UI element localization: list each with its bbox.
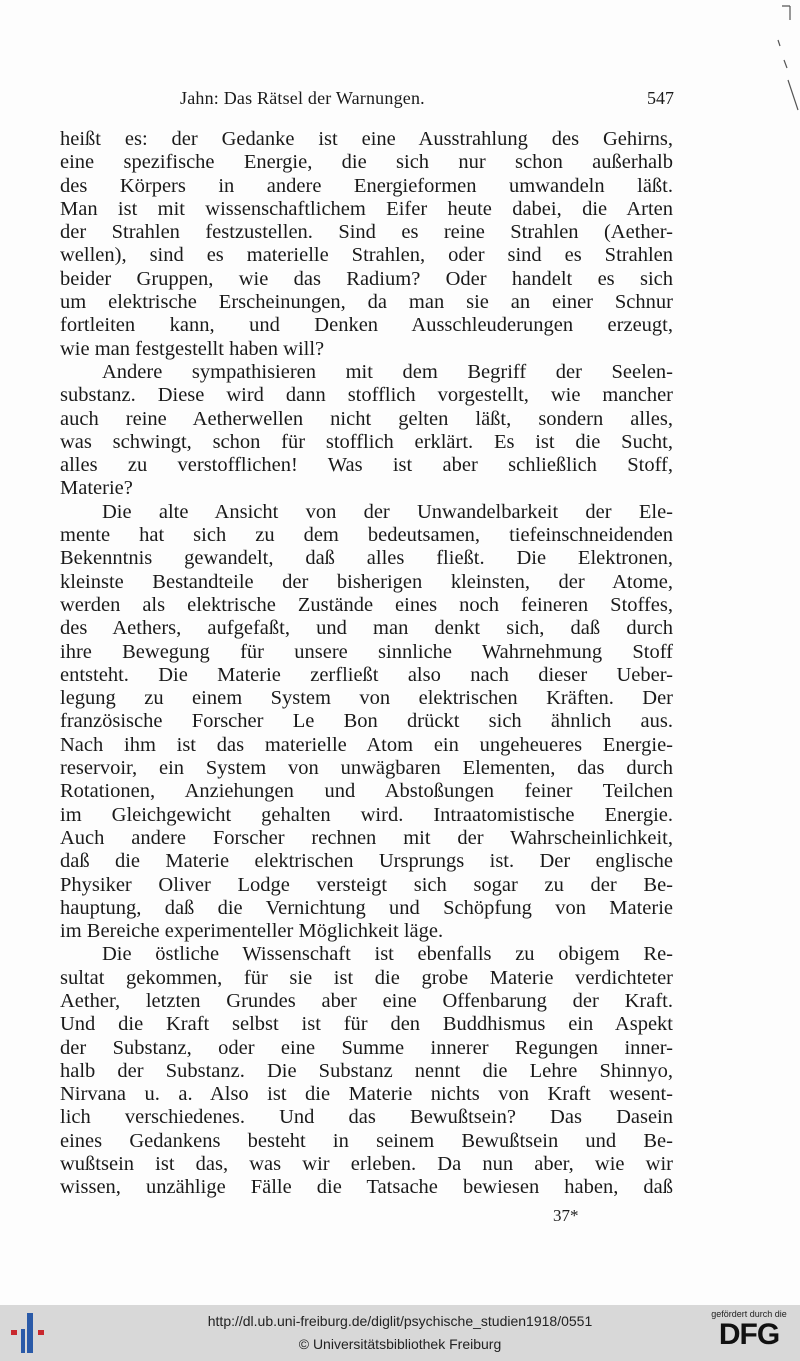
text-line: substanz. Diese wird dann stofflich vorgestellt, wie mancher <box>60 384 673 407</box>
text-line: halb der Substanz. Die Substanz nennt die Lehre Shinnyo, <box>60 1059 673 1082</box>
text-line: Materie? <box>60 477 133 500</box>
text-line: der Strahlen festzustellen. Sind es reine Strahlen (Aether- <box>60 221 673 244</box>
text-line: ihre Bewegung für unsere sinnliche Wahrnehmung Stoff <box>60 640 673 663</box>
text-line: Bekenntnis gewandelt, daß alles fließt. Die Elektronen, <box>60 547 673 570</box>
text-line: Man ist mit wissenschaftlichem Eifer heute dabei, die Arten <box>60 197 673 220</box>
text-line: Auch andere Forscher rechnen mit der Wahrscheinlichkeit, <box>60 826 673 849</box>
text-line: kleinste Bestandteile der bisherigen kleinsten, der Atome, <box>60 570 673 593</box>
text-line: der Substanz, oder eine Summe innerer Regungen inner- <box>60 1036 673 1059</box>
text-line: Nach ihm ist das materielle Atom ein ungeheueres Energie- <box>60 733 673 756</box>
text-line: beider Gruppen, wie das Radium? Oder handelt es sich <box>60 267 673 290</box>
text-line: Und die Kraft selbst ist für den Buddhismus ein Aspekt <box>60 1013 673 1036</box>
text-line: im Bereiche experimenteller Möglichkeit läge. <box>60 920 444 943</box>
dfg-logo <box>706 1309 792 1357</box>
text-line: reservoir, ein System von unwägbaren Elementen, das durch <box>60 757 673 780</box>
dfg-caption: gefördert durch die <box>711 1309 787 1319</box>
text-line: Physiker Oliver Lodge versteigt sich sogar zu der Be- <box>60 873 673 896</box>
dfg-logo-text: DFG <box>718 1318 780 1351</box>
text-line: fortleiten kann, und Denken Ausschleuderungen erzeugt, <box>60 314 673 337</box>
text-line: im Gleichgewicht gehalten wird. Intraatomistische Energie. <box>60 803 673 826</box>
text-line: wissen, unzählige Fälle die Tatsache bewiesen haben, daß <box>60 1176 673 1199</box>
text-line: daß die Materie elektrischen Ursprungs ist. Der englische <box>60 850 673 873</box>
text-line: entsteht. Die Materie zerfließt also nach dieser Ueber- <box>60 663 673 686</box>
text-line: hauptung, daß die Vernichtung und Schöpfung von Materie <box>60 896 673 919</box>
signature-mark: 37* <box>553 1206 579 1225</box>
text-line: heißt es: der Gedanke ist eine Ausstrahlung des Gehirns, <box>60 128 673 150</box>
text-line: was schwingt, schon für stofflich erklärt. Es ist die Sucht, <box>60 430 673 453</box>
text-line: Die alte Ansicht von der Unwandelbarkeit der Ele- <box>102 500 673 523</box>
text-line: wellen), sind es materielle Strahlen, oder sind es Strahlen <box>60 244 673 267</box>
text-line: Rotationen, Anziehungen und Abstoßungen feiner Teilchen <box>60 780 673 803</box>
text-line: Andere sympathisieren mit dem Begriff der Seelen- <box>102 360 673 383</box>
page-number: 547 <box>647 88 674 108</box>
footer-bar <box>0 1305 800 1361</box>
text-line: werden als elektrische Zustände eines noch feineren Stoffes, <box>60 593 673 616</box>
text-line: Nirvana u. a. Also ist die Materie nichts von Kraft wesent- <box>60 1083 673 1106</box>
scan-edge-marks <box>760 0 800 150</box>
body-text <box>60 128 673 1200</box>
text-line: eine spezifische Energie, die sich nur schon außerhalb <box>60 151 673 174</box>
text-line: wie man festgestellt haben will? <box>60 337 325 360</box>
copyright-notice: © Universitätsbibliothek Freiburg <box>298 1336 502 1352</box>
text-line: mente hat sich zu dem bedeutsamen, tiefeinschneidenden <box>60 524 673 547</box>
text-line: Die östliche Wissenschaft ist ebenfalls zu obigem Re- <box>102 943 673 966</box>
text-line: wußtsein ist das, was wir erleben. Da nun aber, wie wir <box>60 1153 673 1176</box>
text-line: um elektrische Erscheinungen, da man sie an einer Schnur <box>60 291 673 314</box>
text-line: des Körpers in andere Energieformen umwandeln läßt. <box>60 174 673 197</box>
text-line: sultat gekommen, für sie ist die grobe Materie verdichteter <box>60 966 673 989</box>
running-head-title: Jahn: Das Rätsel der Warnungen. <box>180 88 425 108</box>
running-head <box>60 88 674 112</box>
text-line: legung zu einem System von elektrischen Kräften. Der <box>60 687 673 710</box>
text-line: auch reine Aetherwellen nicht gelten läßt, sondern alles, <box>60 407 673 430</box>
text-line: des Aethers, aufgefaßt, und man denkt sich, daß durch <box>60 617 673 640</box>
text-line: alles zu verstofflichen! Was ist aber schließlich Stoff, <box>60 454 673 477</box>
text-line: lich verschiedenes. Und das Bewußtsein? Das Dasein <box>60 1106 673 1129</box>
text-line: eines Gedankens besteht in seinem Bewußtsein und Be- <box>60 1129 673 1152</box>
text-line: Aether, letzten Grundes aber eine Offenbarung der Kraft. <box>60 989 673 1012</box>
permalink-url[interactable]: http://dl.ub.uni-freiburg.de/diglit/psychische_studien1918/0551 <box>207 1313 593 1329</box>
text-line: französische Forscher Le Bon drückt sich ähnlich aus. <box>60 710 673 733</box>
